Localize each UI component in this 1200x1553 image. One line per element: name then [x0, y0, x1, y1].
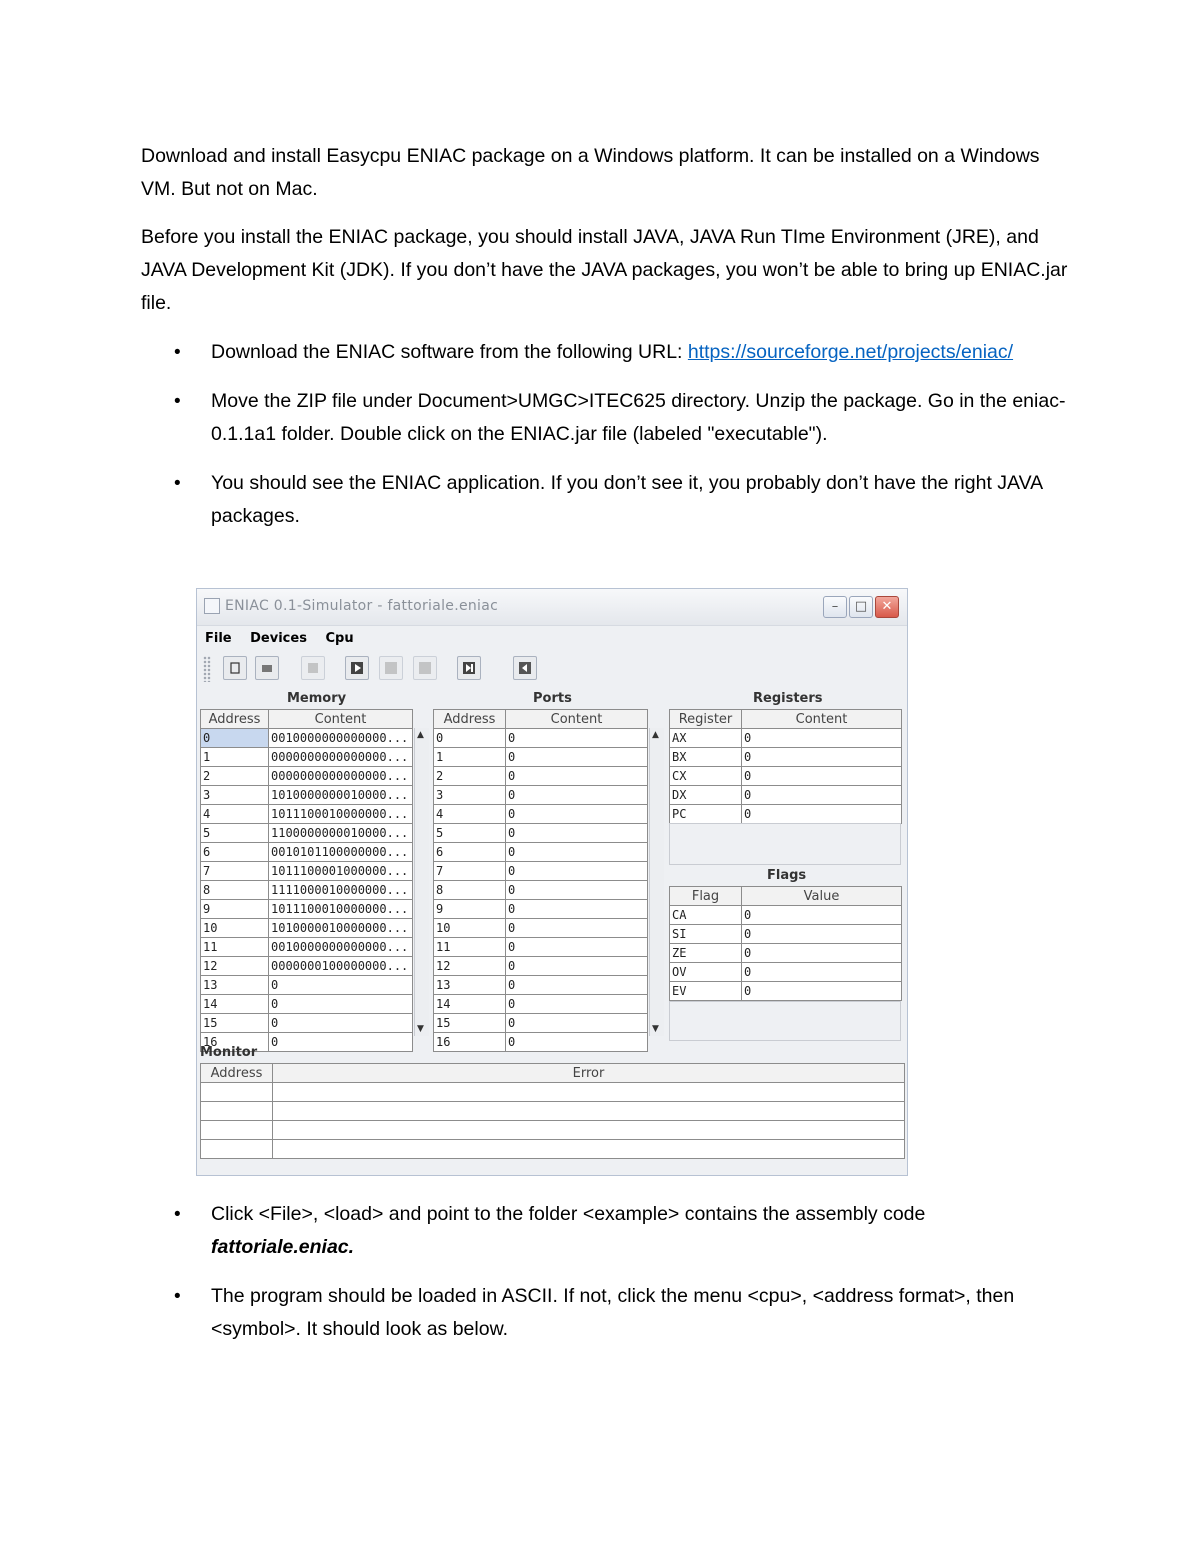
ports-row[interactable]: [434, 957, 648, 976]
bullet-item-move-zip: [141, 385, 1071, 451]
memory-row-cell[interactable]: 1: [201, 748, 269, 767]
memory-row[interactable]: [201, 1014, 413, 1033]
flag-row-cell[interactable]: SI: [670, 925, 742, 944]
memory-row-cell[interactable]: 2: [201, 767, 269, 786]
bullet-text: You should see the ENIAC application. If you don’t see it, you probably don’t have the right JAVA packages.: [211, 472, 1043, 527]
monitor-error-header[interactable]: Error: [273, 1064, 905, 1083]
maximize-button[interactable]: □: [849, 596, 873, 618]
memory-row[interactable]: [201, 919, 413, 938]
memory-label: Memory: [287, 691, 347, 706]
ports-row[interactable]: [434, 1033, 648, 1052]
memory-row-cell[interactable]: 0000000000000000...: [269, 748, 413, 767]
flag-row[interactable]: [670, 963, 902, 982]
memory-row[interactable]: [201, 805, 413, 824]
memory-row[interactable]: [201, 976, 413, 995]
memory-row-cell[interactable]: 0: [201, 729, 269, 748]
memory-row[interactable]: [201, 843, 413, 862]
memory-row[interactable]: [201, 881, 413, 900]
memory-row-cell[interactable]: 0010000000000000...: [269, 729, 413, 748]
memory-table: [200, 709, 413, 1052]
memory-row[interactable]: [201, 862, 413, 881]
flag-row-cell[interactable]: 0: [742, 925, 902, 944]
register-row-cell[interactable]: 0: [742, 748, 902, 767]
scroll-down-arrow-icon[interactable]: ▼: [652, 1024, 659, 1034]
intro-paragraph-2: Before you install the ENIAC package, you should install JAVA, JAVA Run TIme Environment (JRE), and JAVA Development Kit (JDK). If you don’t have the JAVA packages, you won’t be able to bring up ENIAC.jar file.: [141, 226, 1068, 314]
ports-row-cell[interactable]: 0: [506, 1033, 648, 1052]
ports-row-cell[interactable]: 5: [434, 824, 506, 843]
ports-row-cell[interactable]: 0: [506, 900, 648, 919]
stop-icon: [419, 662, 431, 674]
flag-row[interactable]: [670, 906, 902, 925]
memory-row-cell[interactable]: 0: [269, 995, 413, 1014]
flags-table: [669, 886, 902, 1001]
intro-paragraph-1: Download and install Easycpu ENIAC package on a Windows platform. It can be installed on a Windows VM. But not on Mac.: [141, 145, 1040, 200]
ports-row-cell[interactable]: 0: [506, 957, 648, 976]
flags-empty-area: [669, 1001, 901, 1041]
memory-row[interactable]: [201, 938, 413, 957]
flag-row-cell[interactable]: OV: [670, 963, 742, 982]
ports-row-cell[interactable]: 0: [506, 1014, 648, 1033]
register-row-cell[interactable]: 0: [742, 805, 902, 824]
registers-content-header[interactable]: Content: [742, 710, 902, 729]
forward-button[interactable]: [457, 656, 481, 680]
back-button[interactable]: [513, 656, 537, 680]
flags-value-header[interactable]: Value: [742, 887, 902, 906]
flag-row[interactable]: [670, 982, 902, 1001]
new-file-button[interactable]: [223, 656, 247, 680]
flag-row-cell[interactable]: 0: [742, 944, 902, 963]
flag-row[interactable]: [670, 944, 902, 963]
ports-row[interactable]: [434, 729, 648, 748]
memory-row-cell[interactable]: 3: [201, 786, 269, 805]
memory-row[interactable]: [201, 786, 413, 805]
ports-row-cell[interactable]: 12: [434, 957, 506, 976]
memory-row-cell[interactable]: 9: [201, 900, 269, 919]
java-app-icon: [204, 598, 220, 614]
document-icon: [229, 662, 241, 674]
bullet-item-see-app: [141, 467, 1071, 533]
bullet-marker: •: [174, 342, 181, 363]
ports-row-cell[interactable]: 1: [434, 748, 506, 767]
monitor-label: Monitor: [200, 1045, 258, 1060]
arrow-left-icon: [519, 662, 531, 674]
ports-address-header[interactable]: Address: [434, 710, 506, 729]
flag-row-cell[interactable]: ZE: [670, 944, 742, 963]
ports-row[interactable]: [434, 843, 648, 862]
scroll-up-arrow-icon[interactable]: ▲: [652, 730, 659, 740]
ports-row-cell[interactable]: 0: [506, 995, 648, 1014]
register-row[interactable]: [670, 805, 902, 824]
toolbar: [197, 652, 907, 686]
eniac-window-screenshot: [196, 588, 908, 1176]
ports-row-cell[interactable]: 0: [506, 862, 648, 881]
register-row-cell[interactable]: 0: [742, 767, 902, 786]
memory-row-cell[interactable]: 11: [201, 938, 269, 957]
scroll-up-arrow-icon[interactable]: ▲: [417, 730, 424, 740]
ports-scrollbar[interactable]: [649, 728, 664, 1036]
ports-row-cell[interactable]: 0: [506, 805, 648, 824]
bullet-list-2: [141, 1198, 1071, 1346]
memory-row-cell[interactable]: 16: [201, 1033, 269, 1052]
bullet-list-1: [141, 336, 1071, 533]
memory-row-cell[interactable]: 10: [201, 919, 269, 938]
memory-row[interactable]: [201, 767, 413, 786]
step-icon: [385, 662, 397, 674]
memory-address-header[interactable]: Address: [201, 710, 269, 729]
bullet-item-load-file: [141, 1198, 1071, 1264]
ports-row[interactable]: [434, 862, 648, 881]
window-titlebar: [197, 589, 907, 626]
ports-row-cell[interactable]: 13: [434, 976, 506, 995]
memory-row-cell[interactable]: 1011100010000000...: [269, 900, 413, 919]
menu-file[interactable]: File: [205, 631, 232, 646]
ports-row[interactable]: [434, 938, 648, 957]
scroll-down-arrow-icon[interactable]: ▼: [417, 1024, 424, 1034]
registers-register-header[interactable]: Register: [670, 710, 742, 729]
monitor-row[interactable]: [201, 1140, 905, 1159]
register-row-cell[interactable]: BX: [670, 748, 742, 767]
bullet-item-ascii: [141, 1280, 1071, 1346]
save-icon: [307, 662, 319, 674]
ports-row-cell[interactable]: 0: [506, 919, 648, 938]
memory-row[interactable]: [201, 995, 413, 1014]
ports-row-cell[interactable]: 15: [434, 1014, 506, 1033]
ports-row[interactable]: [434, 976, 648, 995]
memory-scrollbar[interactable]: [414, 728, 429, 1036]
ports-row[interactable]: [434, 805, 648, 824]
registers-empty-area: [669, 823, 901, 865]
ports-row-cell[interactable]: 6: [434, 843, 506, 862]
close-button[interactable]: ✕: [875, 596, 899, 618]
ports-content-header[interactable]: Content: [506, 710, 648, 729]
ports-row[interactable]: [434, 995, 648, 1014]
monitor-address-header[interactable]: Address: [201, 1064, 273, 1083]
ports-row[interactable]: [434, 786, 648, 805]
bullet-marker: •: [174, 473, 181, 494]
memory-row-cell[interactable]: 0010000000000000...: [269, 938, 413, 957]
monitor-row[interactable]: [201, 1121, 905, 1140]
register-row-cell[interactable]: CX: [670, 767, 742, 786]
memory-row-cell[interactable]: 6: [201, 843, 269, 862]
memory-row-cell[interactable]: 15: [201, 1014, 269, 1033]
save-button[interactable]: [301, 656, 325, 680]
registers-label: Registers: [753, 691, 823, 706]
ports-row-cell[interactable]: 7: [434, 862, 506, 881]
ports-row-cell[interactable]: 0: [506, 938, 648, 957]
register-row[interactable]: [670, 767, 902, 786]
ports-row-cell[interactable]: 9: [434, 900, 506, 919]
ports-row-cell[interactable]: 0: [434, 729, 506, 748]
register-row-cell[interactable]: 0: [742, 729, 902, 748]
ports-row[interactable]: [434, 824, 648, 843]
bullet-text: The program should be loaded in ASCII. If not, click the menu <cpu>, <address format>, then <symbol>. It should look as below.: [211, 1285, 1015, 1340]
ports-row[interactable]: [434, 919, 648, 938]
memory-content-header[interactable]: Content: [269, 710, 413, 729]
memory-row-cell[interactable]: 13: [201, 976, 269, 995]
register-row[interactable]: [670, 786, 902, 805]
memory-row-cell[interactable]: 0: [269, 976, 413, 995]
ports-row-cell[interactable]: 3: [434, 786, 506, 805]
ports-row[interactable]: [434, 767, 648, 786]
skip-forward-icon: [463, 662, 475, 674]
memory-row[interactable]: [201, 748, 413, 767]
memory-row-cell[interactable]: 1100000000010000...: [269, 824, 413, 843]
menu-bar: [197, 626, 907, 652]
flag-row-cell[interactable]: EV: [670, 982, 742, 1001]
menu-cpu[interactable]: Cpu: [325, 631, 354, 646]
memory-row[interactable]: [201, 900, 413, 919]
sourceforge-link[interactable]: https://sourceforge.net/projects/eniac/: [687, 341, 1014, 363]
bullet-text: Click <File>, <load> and point to the folder <example> contains the assembly code: [211, 1203, 926, 1225]
ports-label: Ports: [533, 691, 572, 706]
ports-row-cell[interactable]: 10: [434, 919, 506, 938]
ports-table: [433, 709, 648, 1052]
stop-button[interactable]: [413, 656, 437, 680]
ports-row[interactable]: [434, 748, 648, 767]
bullet-text: Download the ENIAC software from the following URL:: [211, 341, 688, 363]
step-button[interactable]: [379, 656, 403, 680]
bullet-marker: •: [174, 1286, 181, 1307]
ports-row-cell[interactable]: 0: [506, 824, 648, 843]
ports-row-cell[interactable]: 11: [434, 938, 506, 957]
flag-row-cell[interactable]: 0: [742, 963, 902, 982]
bullet-marker: •: [174, 1204, 181, 1225]
ports-row-cell[interactable]: 16: [434, 1033, 506, 1052]
memory-row-cell[interactable]: 4: [201, 805, 269, 824]
ports-row-cell[interactable]: 0: [506, 843, 648, 862]
memory-row[interactable]: [201, 824, 413, 843]
filename-emphasis: fattoriale.eniac.: [211, 1236, 355, 1258]
flag-row-cell[interactable]: 0: [742, 906, 902, 925]
memory-row-cell[interactable]: 1111000010000000...: [269, 881, 413, 900]
ports-row-cell[interactable]: 0: [506, 786, 648, 805]
memory-row-cell[interactable]: 7: [201, 862, 269, 881]
ports-row-cell[interactable]: 0: [506, 748, 648, 767]
minimize-button[interactable]: –: [823, 596, 847, 618]
memory-row-cell[interactable]: 12: [201, 957, 269, 976]
register-row[interactable]: [670, 748, 902, 767]
register-row[interactable]: [670, 729, 902, 748]
flags-label: Flags: [767, 868, 807, 883]
ports-row-cell[interactable]: 0: [506, 729, 648, 748]
ports-row-cell[interactable]: 14: [434, 995, 506, 1014]
flag-row-cell[interactable]: CA: [670, 906, 742, 925]
memory-row[interactable]: [201, 729, 413, 748]
memory-row-cell[interactable]: 0000000100000000...: [269, 957, 413, 976]
registers-table: [669, 709, 902, 824]
monitor-row[interactable]: [201, 1102, 905, 1121]
bullet-item-download: [141, 336, 1071, 369]
register-row-cell[interactable]: PC: [670, 805, 742, 824]
register-row-cell[interactable]: AX: [670, 729, 742, 748]
monitor-table: [200, 1063, 905, 1159]
memory-row-cell[interactable]: 0010101100000000...: [269, 843, 413, 862]
intro-block: [141, 140, 1071, 320]
ports-row-cell[interactable]: 4: [434, 805, 506, 824]
memory-row-cell[interactable]: 14: [201, 995, 269, 1014]
memory-row-cell[interactable]: 1011100010000000...: [269, 805, 413, 824]
flag-row-cell[interactable]: 0: [742, 982, 902, 1001]
memory-row-cell[interactable]: 1011100001000000...: [269, 862, 413, 881]
folder-icon: [261, 662, 273, 674]
bullet-text: Move the ZIP file under Document>UMGC>ITEC625 directory. Unzip the package. Go in the eniac-0.1.1a1 folder. Double click on the ENIAC.jar file (labeled "executable").: [211, 390, 1066, 445]
window-title: ENIAC 0.1-Simulator - fattoriale.eniac: [225, 598, 499, 614]
register-row-cell[interactable]: DX: [670, 786, 742, 805]
memory-row-cell[interactable]: 0: [269, 1014, 413, 1033]
memory-row-cell[interactable]: 0: [269, 1033, 413, 1052]
monitor-row[interactable]: [201, 1083, 905, 1102]
memory-row-cell[interactable]: 5: [201, 824, 269, 843]
register-row-cell[interactable]: 0: [742, 786, 902, 805]
ports-row[interactable]: [434, 881, 648, 900]
ports-row[interactable]: [434, 1014, 648, 1033]
play-icon: [351, 662, 363, 674]
flags-flag-header[interactable]: Flag: [670, 887, 742, 906]
ports-row-cell[interactable]: 0: [506, 976, 648, 995]
menu-devices[interactable]: Devices: [250, 631, 307, 646]
memory-row-cell[interactable]: 1010000010000000...: [269, 919, 413, 938]
memory-row-cell[interactable]: 8: [201, 881, 269, 900]
memory-row-cell[interactable]: 1010000000010000...: [269, 786, 413, 805]
ports-row-cell[interactable]: 2: [434, 767, 506, 786]
memory-row[interactable]: [201, 957, 413, 976]
bullet-marker: •: [174, 391, 181, 412]
toolbar-grip[interactable]: [203, 656, 211, 682]
ports-row-cell[interactable]: 8: [434, 881, 506, 900]
open-file-button[interactable]: [255, 656, 279, 680]
memory-row-cell[interactable]: 0000000000000000...: [269, 767, 413, 786]
ports-row[interactable]: [434, 900, 648, 919]
ports-row-cell[interactable]: 0: [506, 767, 648, 786]
run-button[interactable]: [345, 656, 369, 680]
flag-row[interactable]: [670, 925, 902, 944]
ports-row-cell[interactable]: 0: [506, 881, 648, 900]
